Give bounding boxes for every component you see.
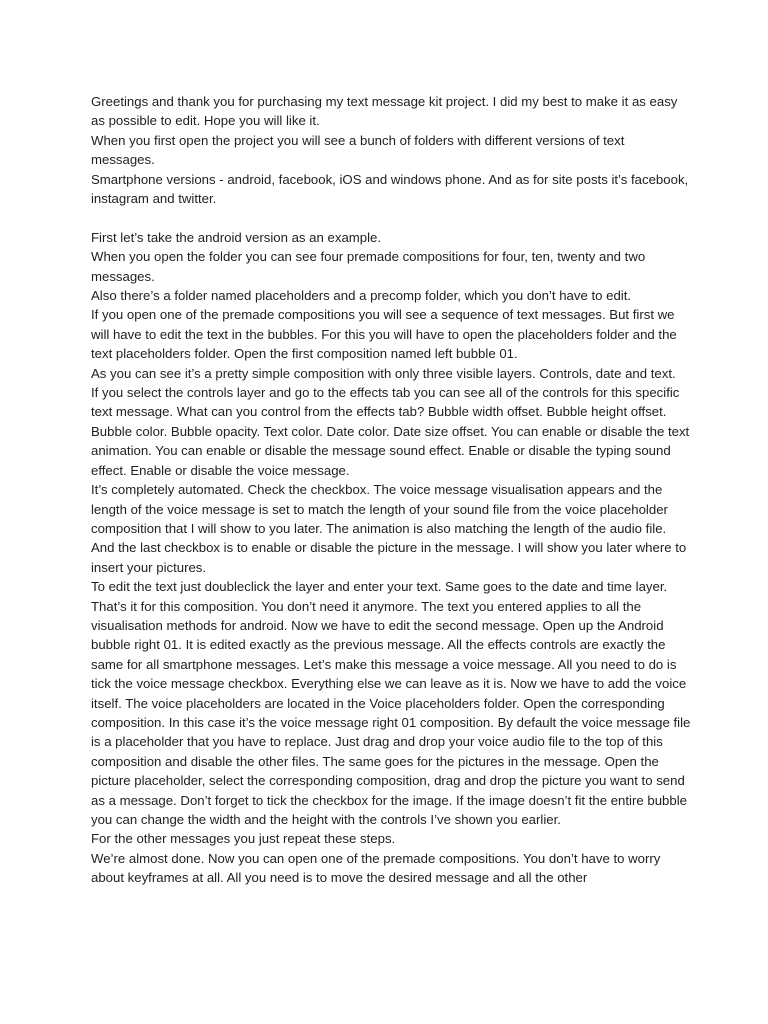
paragraph-folders-intro: When you first open the project you will see a bunch of folders with different versions of text messages. <box>91 132 625 168</box>
paragraph-versions: Smartphone versions - android, facebook, iOS and windows phone. And as for site posts it’s facebook, instagram and twitter. <box>91 171 689 207</box>
paragraph-automated: It’s completely automated. Check the checkbox. The voice message visualisation appears and the length of the voice message is set to match the length of your sound file from the voice placeholder composition that I will show to you later. The animation is also matching the length of the audio file. And the last checkbox is to enable or disable the picture in the message. I will show you later where to insert your pictures. <box>91 482 687 575</box>
paragraph-almost-done: We’re almost done. Now you can open one of the premade compositions. You don’t have to worry about keyframes at all. All you need is to move the desired message and all the other <box>91 850 661 886</box>
paragraph-controls-layer: If you select the controls layer and go to the effects tab you can see all of the controls for this specific text message. What can you control from the effects tab? Bubble width offset. Bubble height offset. Bubble color. Bubble opacity. Text color. Date color. Date size offset. You can enable or disable the text animation. You can enable or disable the message sound effect. Enable or disable the typing sound effect. Enable or disable the voice message. <box>91 385 690 478</box>
paragraph-edit-text: To edit the text just doubleclick the layer and enter your text. Same goes to the date and time layer. That’s it for this composition. You don’t need it anymore. The text you entered applies to all the visualisation methods for android. Now we have to edit the second message. Open up the Android bubble right 01. It is edited exactly as the previous message. All the effects controls are exactly the same for all smartphone messages. Let’s make this message a voice message. All you need to do is tick the voice message checkbox. Everything else we can leave as it is. Now we have to add the voice itself. The voice placeholders are located in the Voice placeholders folder. Open the corresponding composition. In this case it’s the voice message right 01 composition. By default the voice message file is a placeholder that you have to replace. Just drag and drop your voice audio file to the top of this composition and disable the other files. The same goes for the pictures in the message. Open the picture placeholder, select the corresponding composition, drag and drop the picture you want to send as a message. Don’t forget to tick the checkbox for the image. If the image doesn’t fit the entire bubble you can change the width and the height with the controls I’ve shown you earlier. <box>91 579 691 828</box>
document-body <box>91 92 691 888</box>
paragraph-android-example: First let’s take the android version as an example. <box>91 229 382 245</box>
paragraph-premade-compositions: When you open the folder you can see four premade compositions for four, ten, twenty and two messages. <box>91 249 646 284</box>
paragraph-edit-bubbles: If you open one of the premade compositions you will see a sequence of text messages. But first we will have to edit the text in the bubbles. For this you will have to open the placeholders folder and the text placeholders folder. Open the first composition named left bubble 01. <box>91 307 677 362</box>
paragraph-greeting: Greetings and thank you for purchasing my text message kit project. I did my best to make it as easy as possible to edit. Hope you will like it. <box>91 94 678 129</box>
blank-line <box>91 208 691 227</box>
paragraph-placeholders-folder: Also there’s a folder named placeholders and a precomp folder, which you don’t have to edit. <box>91 288 632 304</box>
paragraph-repeat-steps: For the other messages you just repeat these steps. <box>91 831 396 847</box>
paragraph-visible-layers: As you can see it’s a pretty simple composition with only three visible layers. Controls, date and text. <box>91 365 676 381</box>
